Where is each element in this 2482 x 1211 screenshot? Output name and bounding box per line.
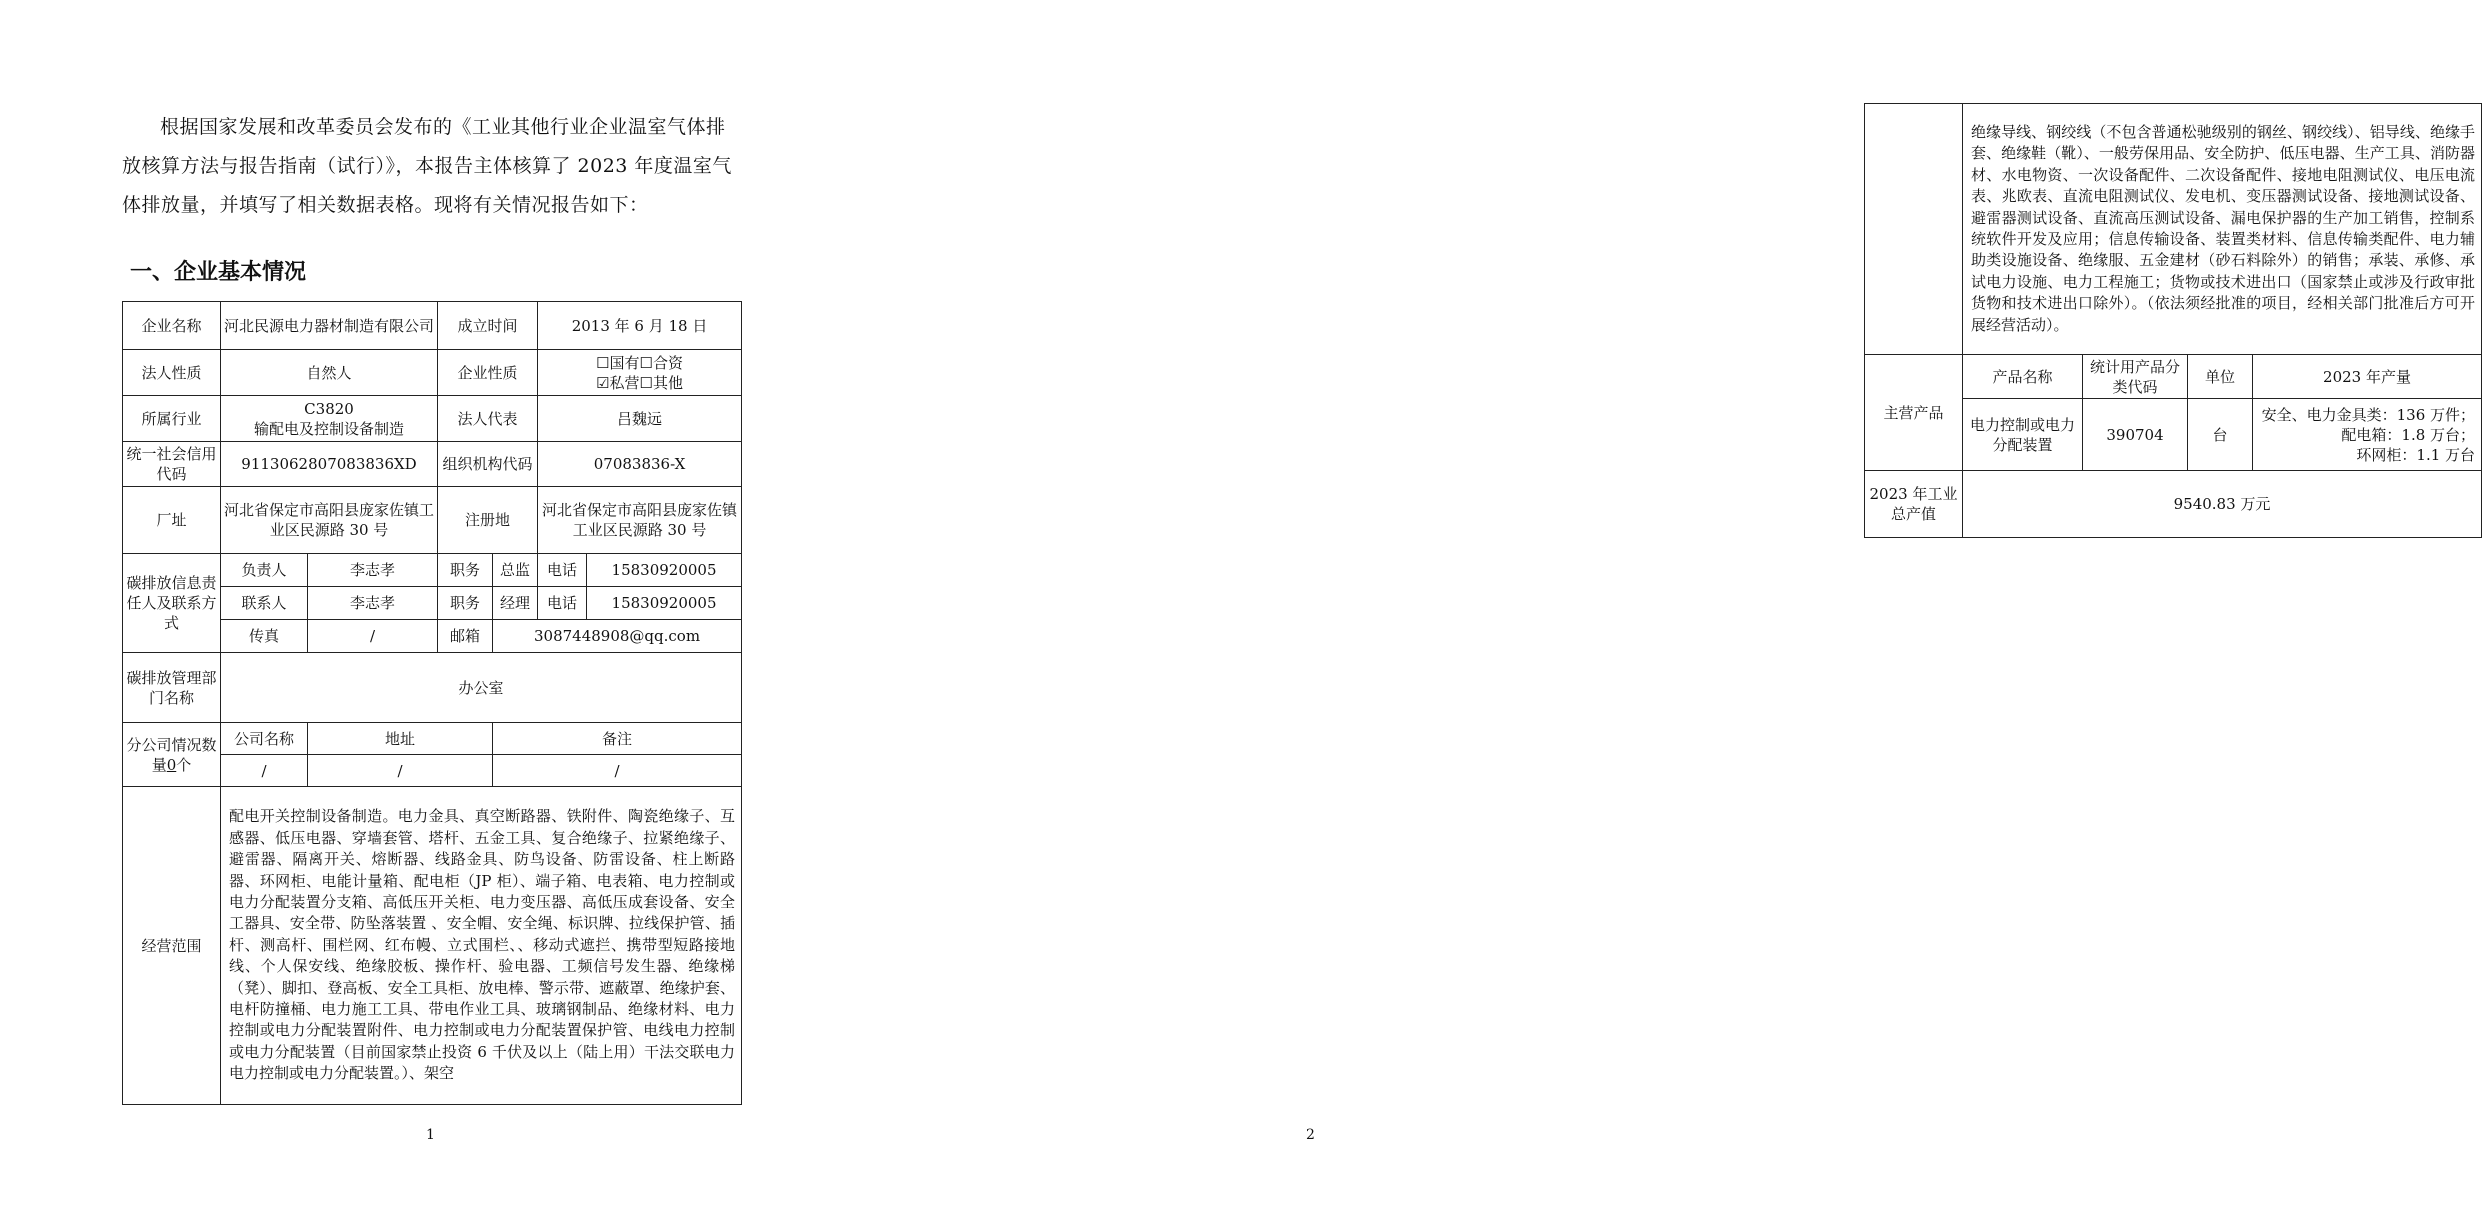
page-number: 1 [426,1127,435,1143]
main-products-label: 主营产品 [1865,355,1963,471]
business-scope-label: 经营范围 [123,787,221,1105]
output-line: 环网柜：1.1 万台 [2356,445,2476,464]
page-2 [864,0,2476,1211]
dept-label: 碳排放管理部门名称 [123,653,221,723]
table-row [123,653,742,723]
table-row [123,554,742,587]
founded-date: 2013 年 6 月 18 日 [538,302,742,350]
industry-label: 所属行业 [123,396,221,442]
business-scope-label-continued [1865,104,1963,355]
col-unit: 单位 [2188,355,2253,399]
col-product-name: 产品名称 [1963,355,2083,399]
contact-section-label: 碳排放信息责任人及联系方式 [123,554,221,653]
output-line: 配电箱：1.8 万台； [2341,425,2476,444]
product-output [2253,399,2482,471]
enterprise-info-table [122,301,742,1105]
org-code-label: 组织机构代码 [438,442,538,487]
table-row [123,396,742,442]
legal-rep: 吕魏远 [538,396,742,442]
enterprise-nature-label: 企业性质 [438,350,538,396]
output-line: 安全、电力金具类：136 万件； [2261,405,2476,424]
branch-count: 0 [166,755,177,774]
fax-value: / [308,620,438,653]
fax-label: 传真 [221,620,308,653]
table-row [123,442,742,487]
branch-col-address: 地址 [308,723,493,755]
col-output: 2023 年产量 [2253,355,2482,399]
gross-output-label: 2023 年工业总产值 [1865,471,1963,538]
product-unit: 台 [2188,399,2253,471]
contact-person: 李志孝 [308,587,438,620]
branch-label [123,723,221,787]
phone-value: 15830920005 [587,554,742,587]
table-row [123,487,742,554]
page-1 [0,0,864,1211]
enterprise-nature-options-2: ☑私营☐其他 [596,373,683,392]
branch-col-note: 备注 [493,723,742,755]
branch-address: / [308,755,493,787]
table-row [1865,104,2482,355]
phone-value: 15830920005 [587,587,742,620]
business-scope-part-2: 绝缘导线、钢绞线（不包含普通松驰级别的钢丝、钢绞线）、铝导线、绝缘手套、绝缘鞋（靴）、一般劳保用品、安全防护、低压电器、生产工具、消防器材、水电物资、一次设备配件、二次设备配件、接地电阻测试仪、电压电流表、兆欧表、直流电阻测试仪、发电机、变压器测试设备、接地测试设备、避雷器测试设备、直流高压测试设备、漏电保护器的生产加工销售，控制系统软件开发及应用；信息传输设备、装置类材料、信息传输类配件、电力辅助类设施设备、绝缘服、五金建材（砂石料除外）的销售；承装、承修、承试电力设施、电力工程施工；货物或技术进出口（国家禁止或涉及行政审批货物和技术进出口除外）。（依法须经批准的项目，经相关部门批准后方可开展经营活动）。 [1963,104,2482,355]
table-row [1865,471,2482,538]
legal-nature-label: 法人性质 [123,350,221,396]
industry [221,396,438,442]
position-value: 总监 [493,554,538,587]
branch-label-unit: 个 [176,755,192,774]
person-in-charge-label: 负责人 [221,554,308,587]
col-stat-code: 统计用产品分类代码 [2083,355,2188,399]
credit-code-label: 统一社会信用代码 [123,442,221,487]
person-in-charge: 李志孝 [308,554,438,587]
table-row [123,302,742,350]
position-label: 职务 [438,554,493,587]
factory-address: 河北省保定市高阳县庞家佐镇工业区民源路 30 号 [221,487,438,554]
phone-label: 电话 [538,587,587,620]
legal-rep-label: 法人代表 [438,396,538,442]
industry-code: C3820 [304,399,354,418]
founded-label: 成立时间 [438,302,538,350]
enterprise-nature [538,350,742,396]
registered-address: 河北省保定市高阳县庞家佐镇工业区民源路 30 号 [538,487,742,554]
branch-label-text: 分公司情况数量 [126,735,217,774]
credit-code: 9113062807083836XD [221,442,438,487]
table-row [123,787,742,1105]
table-row [123,350,742,396]
branch-note: / [493,755,742,787]
email-label: 邮箱 [438,620,493,653]
table-row [123,723,742,755]
registered-address-label: 注册地 [438,487,538,554]
factory-address-label: 厂址 [123,487,221,554]
gross-output-value: 9540.83 万元 [1963,471,2482,538]
product-stat-code: 390704 [2083,399,2188,471]
enterprise-info-table-continued [1864,103,2482,538]
business-scope-part-1: 配电开关控制设备制造。电力金具、真空断路器、铁附件、陶瓷绝缘子、互感器、低压电器、穿墙套管、塔杆、五金工具、复合绝缘子、拉紧绝缘子、避雷器、隔离开关、熔断器、线路金具、防鸟设备、防雷设备、柱上断路器、环网柜、电能计量箱、配电柜（JP 柜）、端子箱、电表箱、电力控制或电力分配装置分支箱、高低压开关柜、电力变压器、高低压成套设备、安全工器具、安全带、防坠落装置 、安全帽、安全绳、标识牌、拉线保护管、插杆、测高杆、围栏网、红布幔、立式围栏、、移动式遮拦、携带型短路接地线、个人保安线、绝缘胶板、操作杆、验电器、工频信号发生器、绝缘梯（凳）、脚扣、登高板、安全工具柜、放电棒、警示带、遮蔽罩、绝缘护套、电杆防撞桶、电力施工工具、带电作业工具、玻璃钢制品、绝缘材料、电力控制或电力分配装置附件、电力控制或电力分配装置保护管、电线电力控制或电力分配装置（目前国家禁止投资 6 千伏及以上（陆上用）干法交联电力电力控制或电力分配装置。）、架空 [221,787,742,1105]
enterprise-nature-options-1: ☐国有☐合资 [596,353,683,372]
org-code: 07083836-X [538,442,742,487]
company-name: 河北民源电力器材制造有限公司 [221,302,438,350]
company-name-label: 企业名称 [123,302,221,350]
intro-paragraph: 根据国家发展和改革委员会发布的《工业其他行业企业温室气体排放核算方法与报告指南（试行）》，本报告主体核算了 2023 年度温室气体排放量，并填写了相关数据表格。现将有关情况报告如下： [122,116,732,216]
contact-label: 联系人 [221,587,308,620]
phone-label: 电话 [538,554,587,587]
dept-value: 办公室 [221,653,742,723]
industry-name: 输配电及控制设备制造 [254,419,405,438]
section-heading: 一、企业基本情况 [130,260,307,285]
position-label: 职务 [438,587,493,620]
branch-col-name: 公司名称 [221,723,308,755]
product-name: 电力控制或电力分配装置 [1963,399,2083,471]
page-number: 2 [1306,1127,1315,1143]
email-value: 3087448908@qq.com [493,620,742,653]
legal-nature: 自然人 [221,350,438,396]
table-row [1865,355,2482,399]
position-value: 经理 [493,587,538,620]
branch-name: / [221,755,308,787]
